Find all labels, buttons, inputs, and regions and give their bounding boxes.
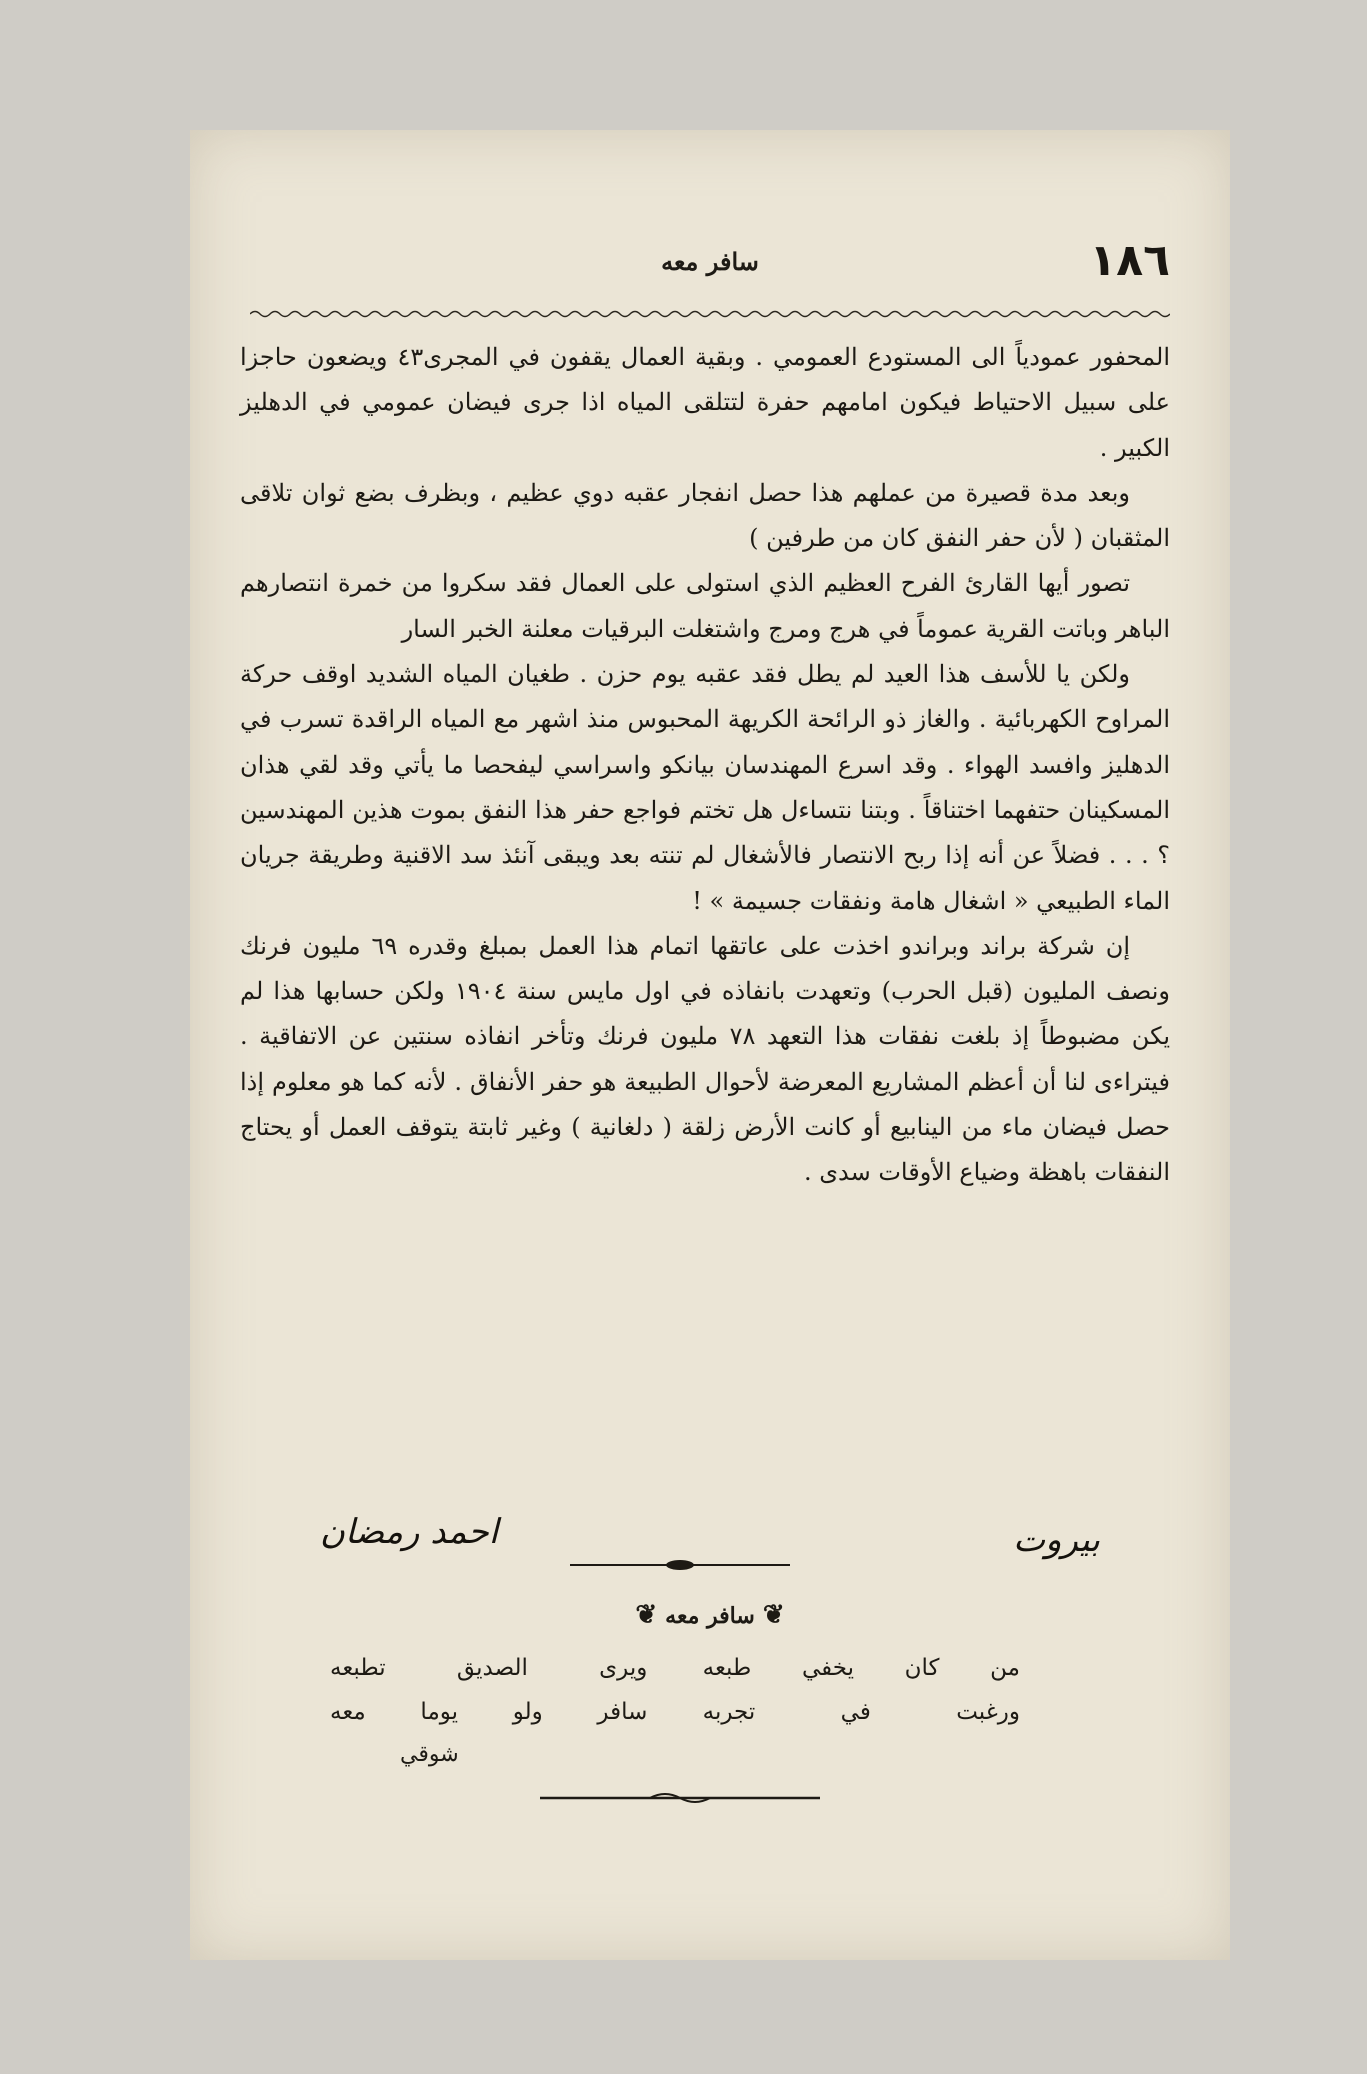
signature-place: بيروت — [1013, 1520, 1100, 1560]
running-title: سافر معه — [661, 247, 759, 276]
book-page — [190, 130, 1230, 1960]
ornament-left-icon: ❦ — [762, 1600, 785, 1630]
page-number: ١٨٦ — [1089, 235, 1170, 286]
separator-ornament — [570, 1558, 790, 1572]
poem-verse — [330, 1655, 1020, 1699]
hemistich-second: سافر ولو يوما معه — [330, 1699, 648, 1725]
hemistich-first: من كان يخفي طبعه — [702, 1655, 1020, 1681]
paragraph: المحفور عمودياً الى المستودع العمومي . وبقية العمال يقفون في المجرى٤٣ ويضعون حاجزا على سبيل الاحتياط فيكون امامهم حفرة لتتلقى المياه اذا جرى فيضان عمومي في الدهليز الكبير . — [240, 343, 1170, 462]
poem — [330, 1655, 1020, 1743]
poem-verse — [330, 1699, 1020, 1743]
paragraph: إن شركة براند وبراندو اخذت على عاتقها اتمام هذا العمل بمبلغ وقدره ٦٩ مليون فرنك ونصف المليون (قبل الحرب) وتعهدت بانفاذه في اول مايس سنة ١٩٠٤ ولكن حسابها هذا لم يكن مضبوطاً إذ بلغت نفقات هذا التعهد ٧٨ مليون فرنك وتأخر انفاذه سنتين عن الاتفاقية . فيتراءى لنا أن أعظم المشاريع المعرضة لأحوال الطبيعة هو حفر الأنفاق . لأنه كما هو معلوم إذا حصل فيضان ماء من الينابيع أو كانت الأرض زلقة ( دلغانية ) وغير ثابتة يتوقف العمل أو يحتاج النفقات باهظة وضياع الأوقات سدى . — [240, 931, 1171, 1187]
hemistich-first: ورغبت في تجربه — [702, 1699, 1020, 1725]
page-header — [250, 235, 1170, 305]
article-body — [240, 335, 1170, 1196]
poem-title — [190, 1600, 1230, 1630]
header-wavy-rule — [250, 308, 1170, 320]
end-ornament — [540, 1790, 820, 1806]
signature-block — [280, 1512, 1140, 1590]
ornament-right-icon: ❦ — [635, 1600, 658, 1630]
paragraph: تصور أيها القارئ الفرح العظيم الذي استولى على العمال فقد سكروا من خمرة انتصارهم الباهر وباتت القرية عموماً في هرج ومرج واشتغلت البرقيات معلنة الخبر السار — [240, 569, 1170, 643]
poem-title-text: سافر معه — [665, 1603, 755, 1629]
hemistich-second: ويرى الصديق تطبعه — [330, 1655, 648, 1681]
poet-name: شوقي — [400, 1742, 459, 1767]
paragraph: ولكن يا للأسف هذا العيد لم يطل فقد عقبه يوم حزن . طغيان المياه الشديد اوقف حركة المراوح الكهربائية . والغاز ذو الرائحة الكريهة المحبوس منذ اشهر مع المياه الراقدة تسرب في الدهليز وافسد الهواء . وقد اسرع المهندسان بيانكو واسراسي ليفحصا ما يأتي وقد لقي هذان المسكينان حتفهما اختناقاً . وبتنا نتساءل هل تختم فواجع حفر هذا النفق بموت هذين المهندسين ؟ . . . فضلاً عن أنه إذا ربح الانتصار فالأشغال لم تنته بعد ويبقى آنئذ سد الاقنية وطريقة جريان الماء الطبيعي « اشغال هامة ونفقات جسيمة » ! — [240, 660, 1171, 915]
paragraph: وبعد مدة قصيرة من عملهم هذا حصل انفجار عقبه دوي عظيم ، وبظرف بضع ثوان تلاقى المثقبان ( لأن حفر النفق كان من طرفين ) — [240, 478, 1170, 553]
signature-name: احمد رمضان — [320, 1512, 499, 1552]
